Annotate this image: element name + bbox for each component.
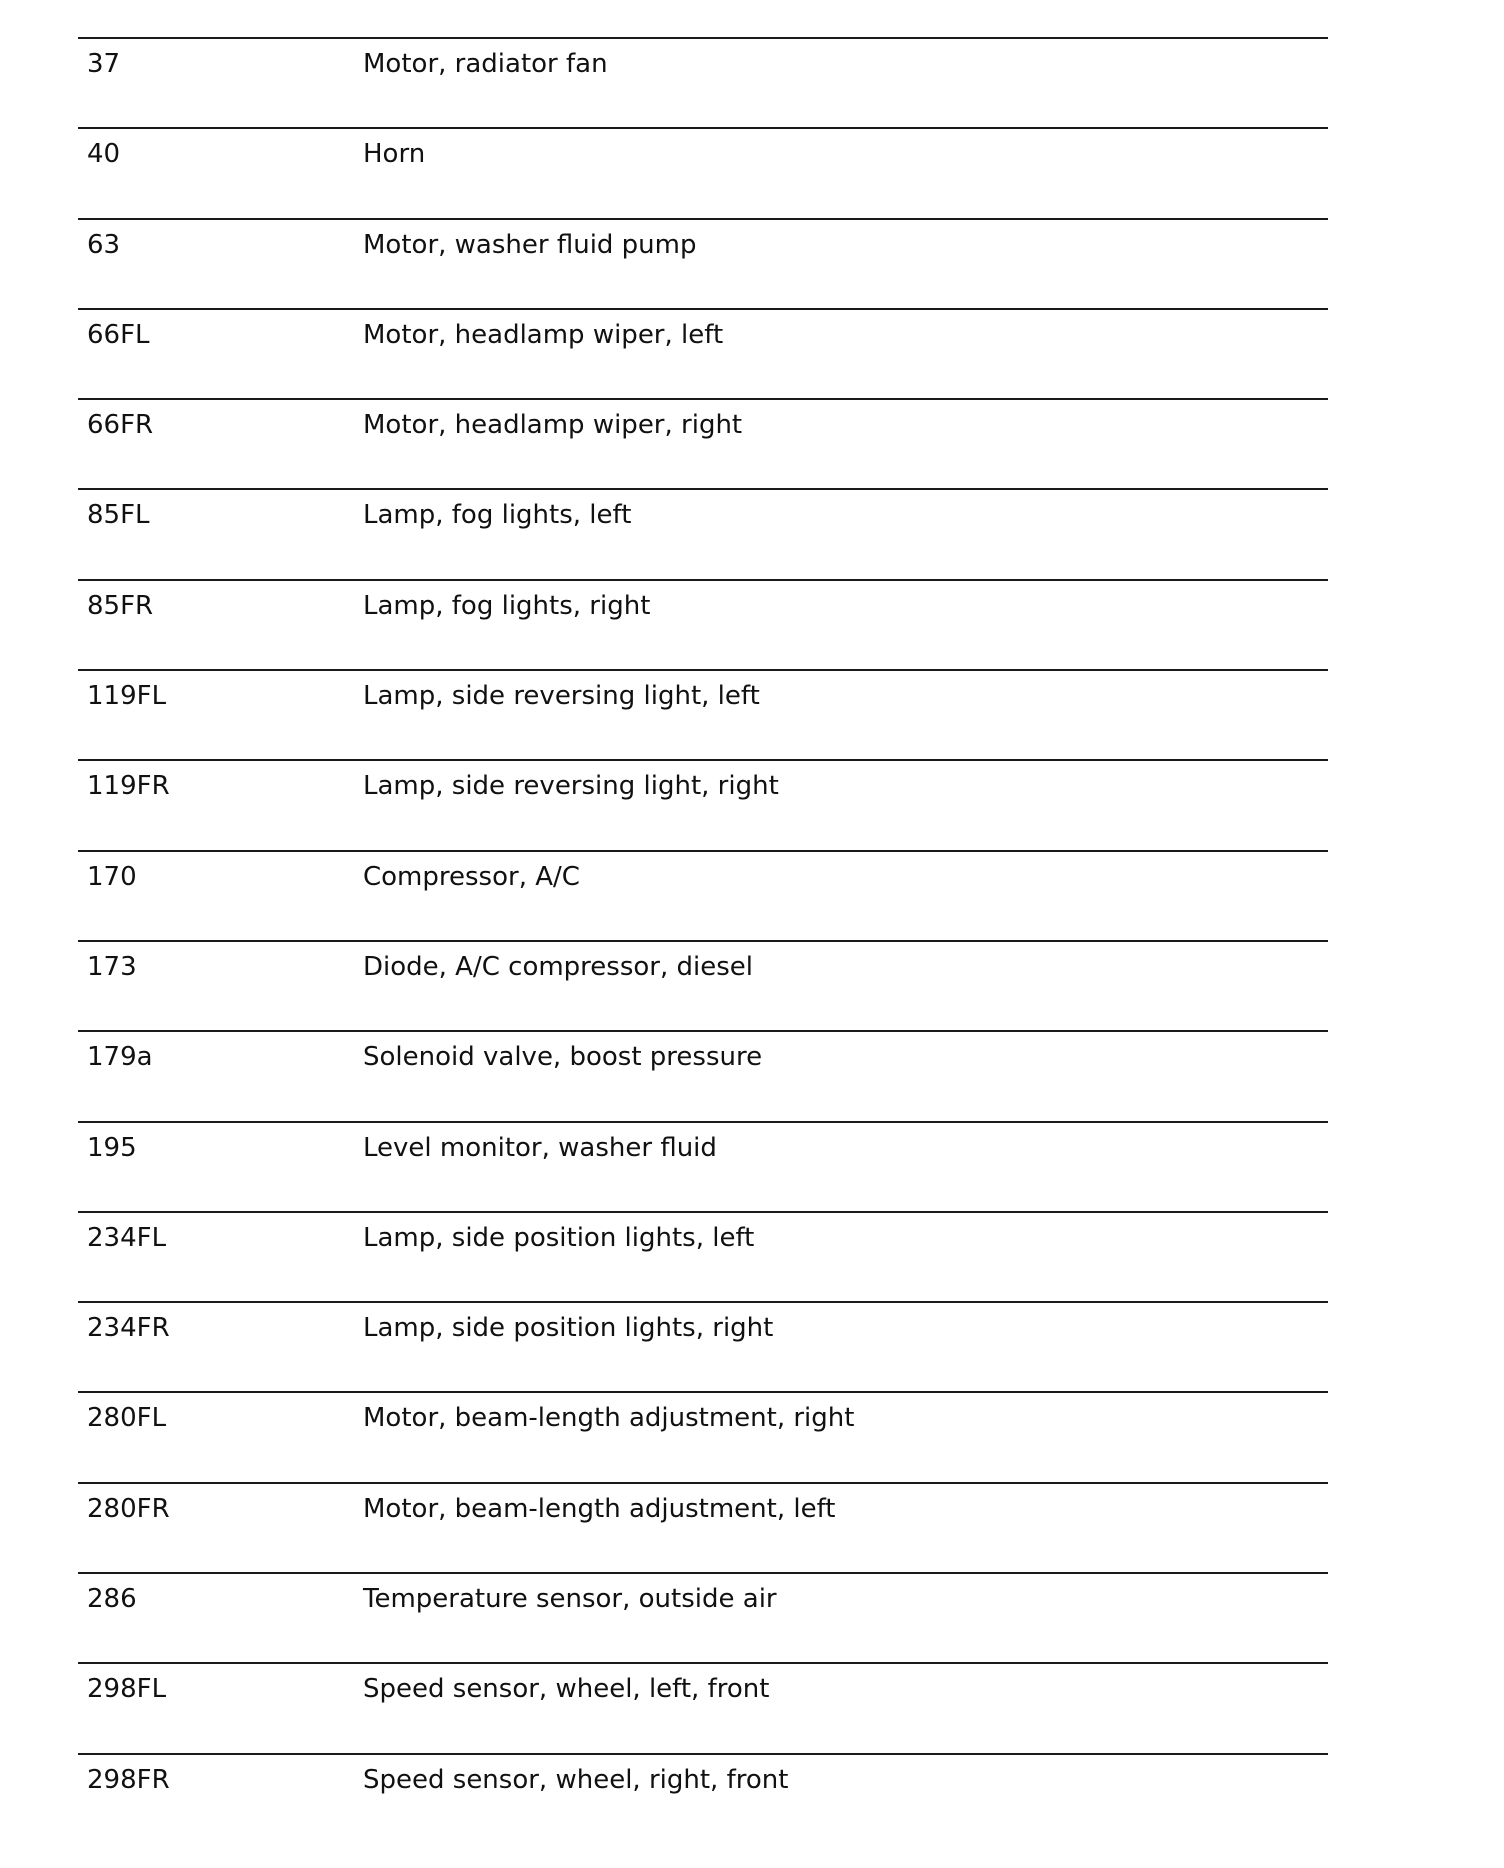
table-row xyxy=(78,1030,1328,1120)
component-description: Motor, headlamp wiper, right xyxy=(363,410,743,441)
table-row xyxy=(78,579,1328,669)
component-description: Motor, washer fluid pump xyxy=(363,229,697,260)
component-code: 40 xyxy=(87,139,121,170)
table-row xyxy=(78,1121,1328,1211)
component-code: 170 xyxy=(87,861,137,892)
table-row xyxy=(78,308,1328,398)
component-code: 173 xyxy=(87,951,137,982)
table-row xyxy=(78,488,1328,578)
component-table xyxy=(78,37,1328,1843)
component-description: Lamp, fog lights, left xyxy=(363,500,632,531)
table-row xyxy=(78,37,1328,127)
table-row xyxy=(78,1662,1328,1752)
component-code: 85FR xyxy=(87,590,154,621)
component-description: Diode, A/C compressor, diesel xyxy=(363,951,753,982)
component-code: 66FL xyxy=(87,319,150,350)
table-row xyxy=(78,669,1328,759)
component-description: Lamp, side position lights, right xyxy=(363,1313,774,1344)
component-description: Lamp, side position lights, left xyxy=(363,1222,755,1253)
component-code: 286 xyxy=(87,1584,137,1615)
component-description: Motor, beam-length adjustment, left xyxy=(363,1493,836,1524)
table-row xyxy=(78,850,1328,940)
component-code: 280FL xyxy=(87,1403,167,1434)
component-description: Speed sensor, wheel, left, front xyxy=(363,1674,770,1705)
component-description: Motor, headlamp wiper, left xyxy=(363,319,724,350)
component-description: Temperature sensor, outside air xyxy=(363,1584,777,1615)
table-row xyxy=(78,1572,1328,1662)
component-code: 119FL xyxy=(87,681,167,712)
component-description: Level monitor, washer fluid xyxy=(363,1132,717,1163)
table-row xyxy=(78,127,1328,217)
table-row xyxy=(78,759,1328,849)
component-code: 119FR xyxy=(87,771,170,802)
component-code: 298FR xyxy=(87,1764,170,1795)
table-row xyxy=(78,1391,1328,1481)
component-code: 280FR xyxy=(87,1493,170,1524)
component-code: 85FL xyxy=(87,500,150,531)
component-description: Lamp, side reversing light, right xyxy=(363,771,779,802)
table-row xyxy=(78,218,1328,308)
component-code: 179a xyxy=(87,1042,153,1073)
component-code: 234FR xyxy=(87,1313,170,1344)
table-row xyxy=(78,1211,1328,1301)
table-row xyxy=(78,398,1328,488)
component-code: 195 xyxy=(87,1132,137,1163)
component-description: Speed sensor, wheel, right, front xyxy=(363,1764,789,1795)
component-description: Solenoid valve, boost pressure xyxy=(363,1042,763,1073)
table-row xyxy=(78,1753,1328,1843)
table-row xyxy=(78,940,1328,1030)
component-code: 66FR xyxy=(87,410,154,441)
component-description: Compressor, A/C xyxy=(363,861,580,892)
component-description: Motor, radiator fan xyxy=(363,49,608,79)
table-row xyxy=(78,1482,1328,1572)
component-code: 63 xyxy=(87,229,121,260)
component-description: Lamp, fog lights, right xyxy=(363,590,651,621)
component-code: 37 xyxy=(87,49,121,79)
component-description: Lamp, side reversing light, left xyxy=(363,681,760,712)
component-description: Motor, beam-length adjustment, right xyxy=(363,1403,855,1434)
table-row xyxy=(78,1301,1328,1391)
component-description: Horn xyxy=(363,139,426,170)
component-code: 234FL xyxy=(87,1222,167,1253)
component-code: 298FL xyxy=(87,1674,167,1705)
